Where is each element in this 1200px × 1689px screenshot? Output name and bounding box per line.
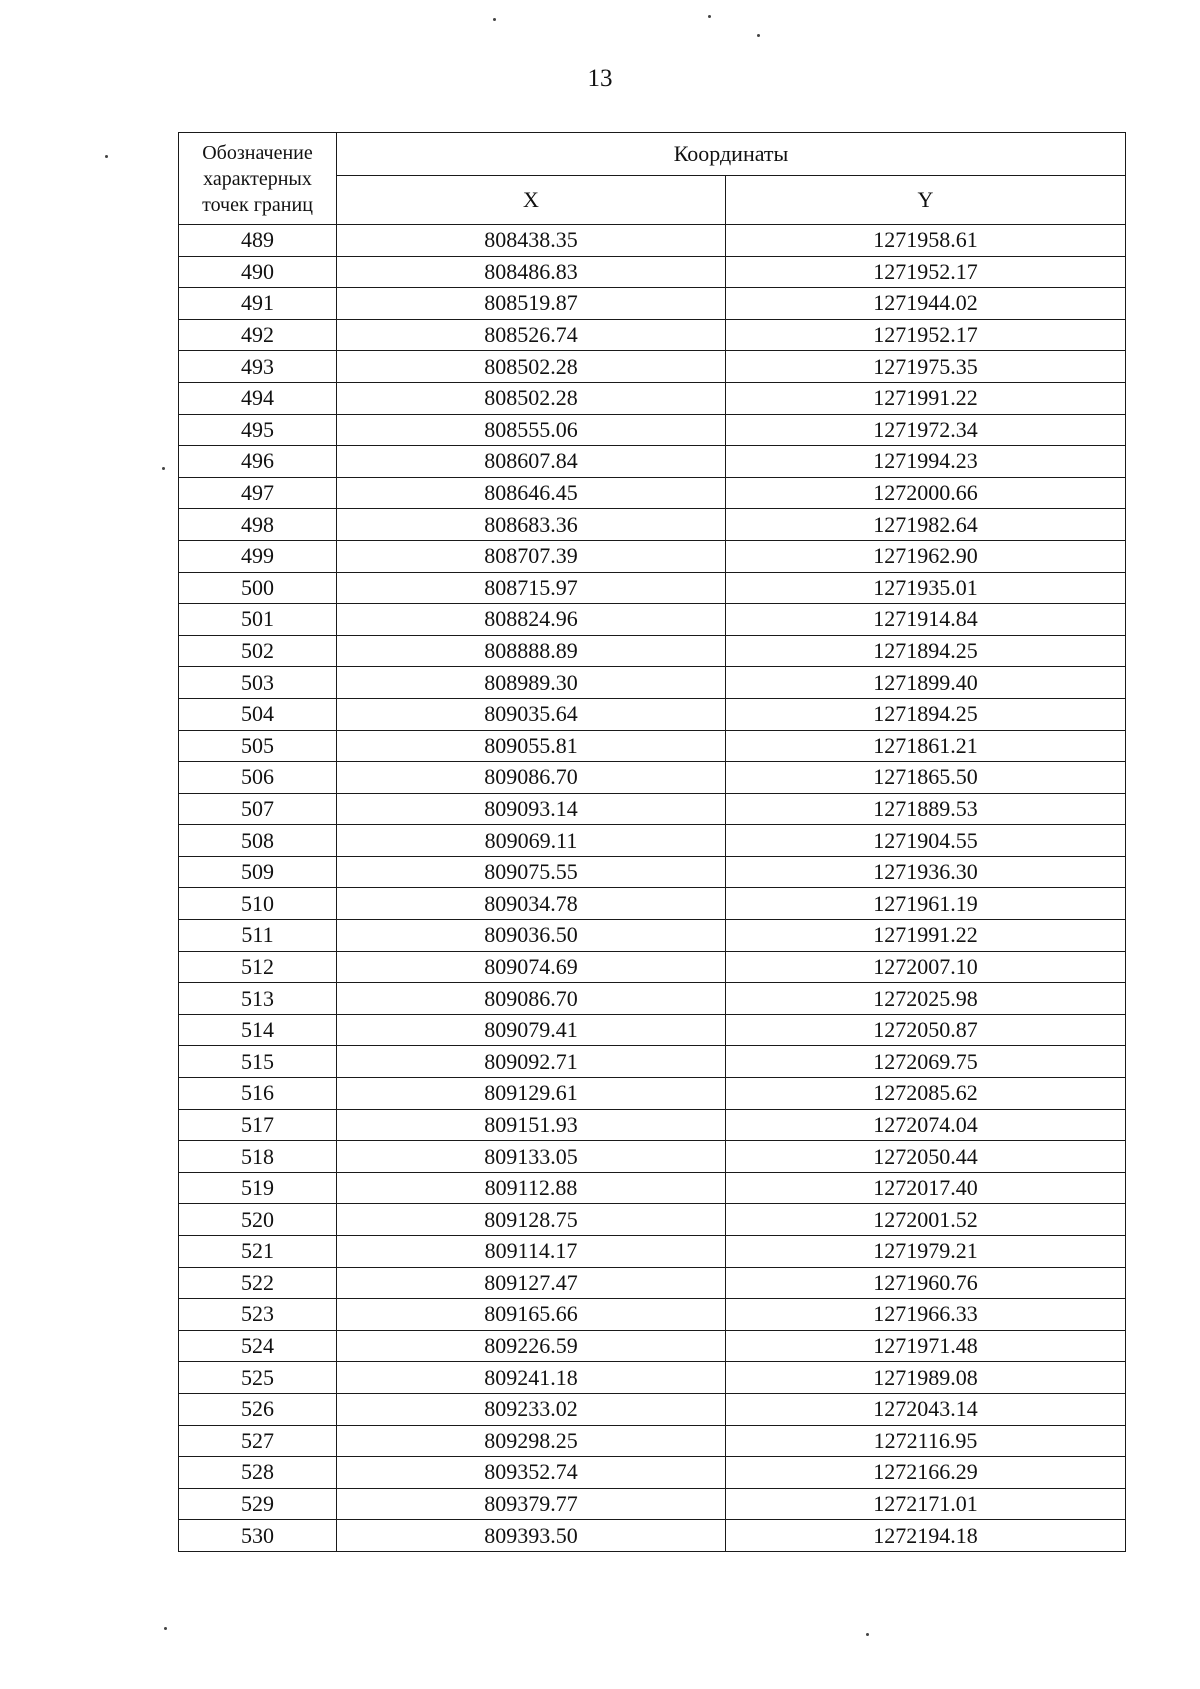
x-coordinate-cell: 809092.71 <box>337 1046 726 1078</box>
y-coordinate-cell: 1272074.04 <box>726 1109 1126 1141</box>
x-coordinate-cell: 809165.66 <box>337 1299 726 1331</box>
x-coordinate-cell: 808438.35 <box>337 225 726 257</box>
table-row <box>179 414 1126 446</box>
x-coordinate-cell: 809127.47 <box>337 1267 726 1299</box>
boundary-coordinates-table <box>178 132 1126 1552</box>
point-id-cell: 517 <box>179 1109 337 1141</box>
table-row <box>179 888 1126 920</box>
table-row <box>179 1204 1126 1236</box>
point-id-cell: 494 <box>179 382 337 414</box>
point-id-cell: 522 <box>179 1267 337 1299</box>
x-coordinate-cell: 809035.64 <box>337 698 726 730</box>
table-row <box>179 256 1126 288</box>
x-coordinate-cell: 809151.93 <box>337 1109 726 1141</box>
table-row <box>179 319 1126 351</box>
table-row <box>179 856 1126 888</box>
y-coordinate-cell: 1272171.01 <box>726 1488 1126 1520</box>
table-row <box>179 1488 1126 1520</box>
point-id-cell: 514 <box>179 1014 337 1046</box>
x-coordinate-cell: 809069.11 <box>337 825 726 857</box>
x-coordinate-cell: 808989.30 <box>337 667 726 699</box>
x-coordinate-cell: 809079.41 <box>337 1014 726 1046</box>
y-coordinate-cell: 1271952.17 <box>726 319 1126 351</box>
y-coordinate-cell: 1272017.40 <box>726 1172 1126 1204</box>
point-id-cell: 508 <box>179 825 337 857</box>
point-id-cell: 530 <box>179 1520 337 1552</box>
x-coordinate-cell: 808502.28 <box>337 351 726 383</box>
y-coordinate-cell: 1271889.53 <box>726 793 1126 825</box>
x-coordinate-cell: 809086.70 <box>337 983 726 1015</box>
table-row <box>179 225 1126 257</box>
y-coordinate-cell: 1271935.01 <box>726 572 1126 604</box>
scan-speck <box>105 155 108 158</box>
y-coordinate-cell: 1271904.55 <box>726 825 1126 857</box>
y-column-header: Y <box>726 176 1126 225</box>
y-coordinate-cell: 1271991.22 <box>726 382 1126 414</box>
x-coordinate-cell: 809036.50 <box>337 920 726 952</box>
x-coordinate-cell: 808888.89 <box>337 635 726 667</box>
table-row <box>179 1141 1126 1173</box>
point-id-cell: 515 <box>179 1046 337 1078</box>
x-coordinate-cell: 808526.74 <box>337 319 726 351</box>
y-coordinate-cell: 1271994.23 <box>726 446 1126 478</box>
point-id-cell: 501 <box>179 604 337 636</box>
y-coordinate-cell: 1271962.90 <box>726 540 1126 572</box>
table-row <box>179 667 1126 699</box>
y-coordinate-cell: 1271861.21 <box>726 730 1126 762</box>
table-row <box>179 446 1126 478</box>
x-coordinate-cell: 809133.05 <box>337 1141 726 1173</box>
x-coordinate-cell: 808519.87 <box>337 288 726 320</box>
header-row <box>179 133 1126 176</box>
point-id-cell: 504 <box>179 698 337 730</box>
x-coordinate-cell: 809393.50 <box>337 1520 726 1552</box>
y-coordinate-cell: 1271972.34 <box>726 414 1126 446</box>
scan-speck <box>164 1627 167 1630</box>
x-coordinate-cell: 809055.81 <box>337 730 726 762</box>
y-coordinate-cell: 1271975.35 <box>726 351 1126 383</box>
table-row <box>179 1267 1126 1299</box>
y-coordinate-cell: 1271960.76 <box>726 1267 1126 1299</box>
point-id-cell: 513 <box>179 983 337 1015</box>
point-id-cell: 491 <box>179 288 337 320</box>
table-row <box>179 1520 1126 1552</box>
x-coordinate-cell: 808683.36 <box>337 509 726 541</box>
y-coordinate-cell: 1272001.52 <box>726 1204 1126 1236</box>
table-row <box>179 1362 1126 1394</box>
x-coordinate-cell: 809298.25 <box>337 1425 726 1457</box>
x-coordinate-cell: 809129.61 <box>337 1078 726 1110</box>
point-id-cell: 525 <box>179 1362 337 1394</box>
x-coordinate-cell: 808555.06 <box>337 414 726 446</box>
table-body <box>179 225 1126 1552</box>
point-id-cell: 493 <box>179 351 337 383</box>
table-row <box>179 351 1126 383</box>
table-row <box>179 698 1126 730</box>
table-row <box>179 382 1126 414</box>
point-id-cell: 516 <box>179 1078 337 1110</box>
table-row <box>179 1393 1126 1425</box>
x-coordinate-cell: 808607.84 <box>337 446 726 478</box>
page-number: 13 <box>587 65 613 92</box>
point-id-cell: 489 <box>179 225 337 257</box>
table-row <box>179 509 1126 541</box>
table-row <box>179 825 1126 857</box>
y-coordinate-cell: 1271936.30 <box>726 856 1126 888</box>
x-coordinate-cell: 809241.18 <box>337 1362 726 1394</box>
y-coordinate-cell: 1271944.02 <box>726 288 1126 320</box>
point-id-cell: 519 <box>179 1172 337 1204</box>
y-coordinate-cell: 1272050.44 <box>726 1141 1126 1173</box>
table-row <box>179 1425 1126 1457</box>
x-coordinate-cell: 809233.02 <box>337 1393 726 1425</box>
x-coordinate-cell: 809086.70 <box>337 762 726 794</box>
y-coordinate-cell: 1271899.40 <box>726 667 1126 699</box>
point-id-cell: 509 <box>179 856 337 888</box>
point-id-cell: 521 <box>179 1236 337 1268</box>
point-id-cell: 524 <box>179 1330 337 1362</box>
table-row <box>179 1236 1126 1268</box>
point-id-cell: 506 <box>179 762 337 794</box>
point-id-cell: 497 <box>179 477 337 509</box>
y-coordinate-cell: 1272050.87 <box>726 1014 1126 1046</box>
point-id-cell: 528 <box>179 1457 337 1489</box>
table-row <box>179 730 1126 762</box>
y-coordinate-cell: 1271961.19 <box>726 888 1126 920</box>
scan-speck <box>493 18 496 21</box>
x-coordinate-cell: 809379.77 <box>337 1488 726 1520</box>
y-coordinate-cell: 1271865.50 <box>726 762 1126 794</box>
point-id-cell: 518 <box>179 1141 337 1173</box>
point-id-cell: 523 <box>179 1299 337 1331</box>
x-coordinate-cell: 809075.55 <box>337 856 726 888</box>
table-row <box>179 983 1126 1015</box>
table-row <box>179 793 1126 825</box>
y-coordinate-cell: 1272116.95 <box>726 1425 1126 1457</box>
table-row <box>179 920 1126 952</box>
point-id-cell: 510 <box>179 888 337 920</box>
y-coordinate-cell: 1271894.25 <box>726 635 1126 667</box>
x-coordinate-cell: 808502.28 <box>337 382 726 414</box>
point-id-cell: 505 <box>179 730 337 762</box>
x-column-header: X <box>337 176 726 225</box>
point-id-cell: 502 <box>179 635 337 667</box>
table-row <box>179 1046 1126 1078</box>
table-row <box>179 1078 1126 1110</box>
x-coordinate-cell: 809128.75 <box>337 1204 726 1236</box>
table-row <box>179 1299 1126 1331</box>
scan-speck <box>757 34 760 37</box>
table-row <box>179 604 1126 636</box>
y-coordinate-cell: 1272025.98 <box>726 983 1126 1015</box>
y-coordinate-cell: 1272166.29 <box>726 1457 1126 1489</box>
point-id-cell: 529 <box>179 1488 337 1520</box>
x-coordinate-cell: 809074.69 <box>337 951 726 983</box>
point-designation-header: Обозначение характерных точек границ <box>179 133 337 225</box>
y-coordinate-cell: 1271971.48 <box>726 1330 1126 1362</box>
y-coordinate-cell: 1272000.66 <box>726 477 1126 509</box>
x-coordinate-cell: 809114.17 <box>337 1236 726 1268</box>
y-coordinate-cell: 1272085.62 <box>726 1078 1126 1110</box>
point-id-cell: 498 <box>179 509 337 541</box>
point-id-cell: 496 <box>179 446 337 478</box>
point-id-cell: 507 <box>179 793 337 825</box>
x-coordinate-cell: 809093.14 <box>337 793 726 825</box>
x-coordinate-cell: 808646.45 <box>337 477 726 509</box>
y-coordinate-cell: 1272043.14 <box>726 1393 1126 1425</box>
y-coordinate-cell: 1271914.84 <box>726 604 1126 636</box>
table-row <box>179 572 1126 604</box>
point-id-cell: 527 <box>179 1425 337 1457</box>
table-row <box>179 1457 1126 1489</box>
point-id-cell: 495 <box>179 414 337 446</box>
scan-speck <box>162 467 165 470</box>
point-id-cell: 503 <box>179 667 337 699</box>
y-coordinate-cell: 1271989.08 <box>726 1362 1126 1394</box>
point-id-cell: 490 <box>179 256 337 288</box>
x-coordinate-cell: 809112.88 <box>337 1172 726 1204</box>
x-coordinate-cell: 809226.59 <box>337 1330 726 1362</box>
y-coordinate-cell: 1271991.22 <box>726 920 1126 952</box>
y-coordinate-cell: 1271979.21 <box>726 1236 1126 1268</box>
table-row <box>179 477 1126 509</box>
point-id-cell: 520 <box>179 1204 337 1236</box>
y-coordinate-cell: 1272069.75 <box>726 1046 1126 1078</box>
table-row <box>179 540 1126 572</box>
y-coordinate-cell: 1272194.18 <box>726 1520 1126 1552</box>
table-row <box>179 1172 1126 1204</box>
point-id-cell: 512 <box>179 951 337 983</box>
x-coordinate-cell: 809352.74 <box>337 1457 726 1489</box>
point-id-cell: 499 <box>179 540 337 572</box>
table-row <box>179 288 1126 320</box>
point-id-cell: 500 <box>179 572 337 604</box>
table-row <box>179 635 1126 667</box>
table-row <box>179 1330 1126 1362</box>
x-coordinate-cell: 808715.97 <box>337 572 726 604</box>
x-coordinate-cell: 809034.78 <box>337 888 726 920</box>
x-coordinate-cell: 808707.39 <box>337 540 726 572</box>
point-id-cell: 511 <box>179 920 337 952</box>
y-coordinate-cell: 1271966.33 <box>726 1299 1126 1331</box>
table-row <box>179 1014 1126 1046</box>
table-row <box>179 1109 1126 1141</box>
scan-speck <box>708 15 711 18</box>
point-id-cell: 526 <box>179 1393 337 1425</box>
table-row <box>179 951 1126 983</box>
point-id-cell: 492 <box>179 319 337 351</box>
y-coordinate-cell: 1272007.10 <box>726 951 1126 983</box>
y-coordinate-cell: 1271958.61 <box>726 225 1126 257</box>
y-coordinate-cell: 1271894.25 <box>726 698 1126 730</box>
y-coordinate-cell: 1271952.17 <box>726 256 1126 288</box>
table-row <box>179 762 1126 794</box>
coordinates-header: Координаты <box>337 133 1126 176</box>
y-coordinate-cell: 1271982.64 <box>726 509 1126 541</box>
x-coordinate-cell: 808824.96 <box>337 604 726 636</box>
scan-speck <box>866 1633 869 1636</box>
x-coordinate-cell: 808486.83 <box>337 256 726 288</box>
